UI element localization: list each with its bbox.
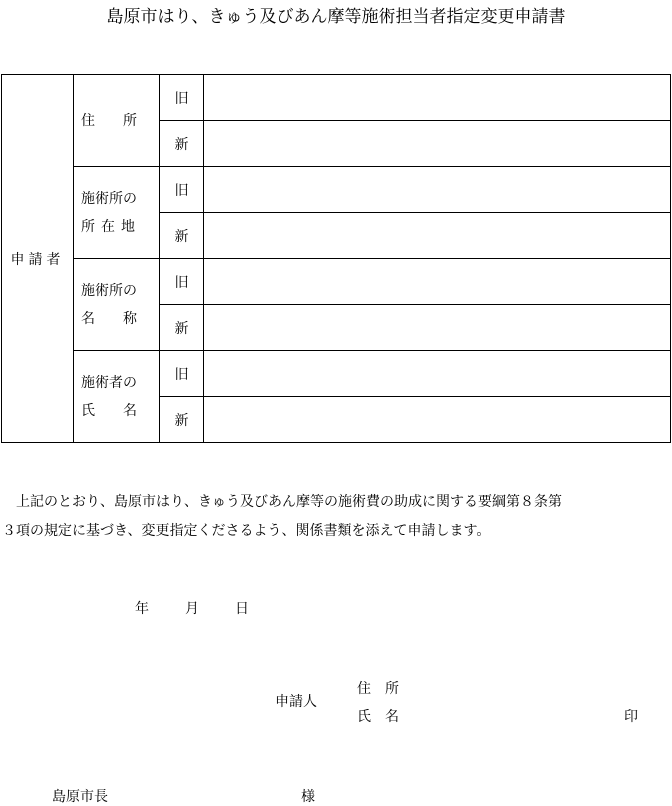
new-label: 新: [160, 397, 204, 443]
signature-address-label: 住 所: [357, 681, 399, 697]
seal-mark: 印: [624, 709, 638, 725]
applicant-header: 申請者: [2, 75, 74, 443]
date-month-label: 月: [185, 601, 199, 617]
new-label: 新: [160, 305, 204, 351]
old-clinic-location-input[interactable]: [204, 167, 671, 213]
field-clinic-location: 施術所の 所在地: [74, 167, 160, 259]
new-label: 新: [160, 121, 204, 167]
field-practitioner-name: 施術者の 氏 名: [74, 351, 160, 443]
field-clinic-name: 施術所の 名 称: [74, 259, 160, 351]
addressee-honorific: 様: [301, 789, 315, 805]
old-clinic-name-input[interactable]: [204, 259, 671, 305]
signature-name-label: 氏 名: [357, 709, 399, 725]
new-label: 新: [160, 213, 204, 259]
old-label: 旧: [160, 259, 204, 305]
addressee-office: 島原市長: [52, 789, 108, 805]
new-practitioner-name-input[interactable]: [204, 397, 671, 443]
field-address: 住 所: [74, 75, 160, 167]
old-label: 旧: [160, 167, 204, 213]
applicant-signature-label: 申請人: [275, 694, 317, 710]
old-label: 旧: [160, 351, 204, 397]
new-clinic-location-input[interactable]: [204, 213, 671, 259]
new-clinic-name-input[interactable]: [204, 305, 671, 351]
new-address-input[interactable]: [204, 121, 671, 167]
page-title: 島原市はり、きゅう及びあん摩等施術担当者指定変更申請書: [106, 7, 566, 27]
change-application-table: [1, 74, 671, 443]
old-address-input[interactable]: [204, 75, 671, 121]
old-practitioner-name-input[interactable]: [204, 351, 671, 397]
date-day-label: 日: [235, 601, 249, 617]
date-year-label: 年: [135, 601, 149, 617]
application-statement: 上記のとおり、島原市はり、きゅう及びあん摩等の施術費の助成に関する要綱第８条第 ３項の規定に基づき、変更指定くださるよう、関係書類を添えて申請します。: [2, 494, 562, 539]
old-label: 旧: [160, 75, 204, 121]
